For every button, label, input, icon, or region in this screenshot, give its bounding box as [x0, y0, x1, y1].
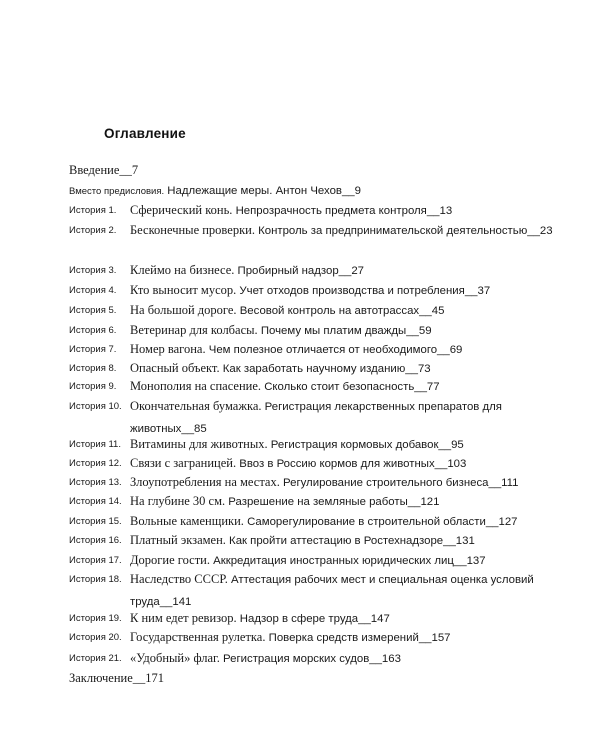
story-subtitle: Надзор в сфере труда__147	[236, 613, 390, 625]
story-subtitle: Почему мы платим дважды__59	[257, 325, 432, 337]
story-subtitle: Саморегулирование в строительной области__127	[243, 516, 518, 528]
story-heading: На глубине 30 см.	[130, 494, 226, 508]
story-number: История 7.	[69, 344, 117, 355]
story-number: История 10.	[69, 401, 122, 412]
story-number: История 2.	[69, 225, 117, 236]
story-number: История 21.	[69, 653, 122, 664]
intro-text: Введение__7	[69, 163, 139, 177]
story-title	[130, 491, 570, 513]
story-subtitle: Регистрация кормовых добавок__95	[267, 439, 464, 451]
foreword-rest: Надлежащие меры. Антон Чехов__9	[164, 185, 361, 197]
story-number: История 6.	[69, 325, 117, 336]
story-subtitle: Аттестация рабочих мест и специальная оценка условий труда__141	[130, 574, 534, 608]
story-subtitle: Разрешение на земляные работы__121	[225, 496, 440, 508]
story-title	[130, 530, 570, 552]
story-title	[130, 376, 570, 398]
story-number: История 1.	[69, 205, 117, 216]
story-heading: К ним едет ревизор.	[130, 611, 237, 625]
story-subtitle: Регистрация лекарственных препаратов для животных__85	[130, 401, 502, 435]
story-heading: Связи с заграницей.	[130, 456, 237, 470]
story-number: История 4.	[69, 285, 117, 296]
story-title	[130, 648, 570, 670]
conclusion-text: Заключение__171	[69, 671, 164, 685]
story-number: История 9.	[69, 381, 117, 392]
story-heading: Сферический конь.	[130, 203, 233, 217]
story-subtitle: Непрозрачность предмета контроля__13	[232, 205, 453, 217]
story-title	[130, 260, 570, 282]
story-number: История 15.	[69, 516, 122, 527]
story-subtitle: Регулирование строительного бизнеса__111	[279, 477, 519, 489]
story-title	[130, 627, 570, 649]
story-heading: Клеймо на бизнесе.	[130, 263, 235, 277]
story-title	[130, 220, 570, 242]
story-number: История 3.	[69, 265, 117, 276]
story-subtitle: Чем полезное отличается от необходимого__69	[205, 344, 463, 356]
story-title	[130, 300, 570, 322]
story-heading: Вольные каменщики.	[130, 514, 244, 528]
story-heading: Дорогие гости.	[130, 553, 210, 567]
foreword-lead: Вместо предисловия.	[69, 186, 165, 197]
story-heading: «Удобный» флаг.	[130, 651, 220, 665]
story-number: История 18.	[69, 574, 122, 585]
story-subtitle: Учет отходов производства и потребления__37	[236, 285, 491, 297]
story-heading: Наследство СССР.	[130, 572, 228, 586]
story-heading: Бесконечные проверки.	[130, 223, 255, 237]
story-number: История 13.	[69, 477, 122, 488]
story-subtitle: Как пройти аттестацию в Ростехнадзоре__131	[225, 535, 475, 547]
story-title	[130, 200, 570, 222]
story-number: История 14.	[69, 496, 122, 507]
story-heading: Злоупотребления на местах.	[130, 475, 280, 489]
story-heading: Окончательная бумажка.	[130, 399, 262, 413]
story-heading: Государственная рулетка.	[130, 630, 266, 644]
story-number: История 8.	[69, 363, 117, 374]
story-heading: Номер вагона.	[130, 342, 206, 356]
story-heading: Платный экзамен.	[130, 533, 226, 547]
story-number: История 20.	[69, 632, 122, 643]
toc-title: Оглавление	[104, 126, 186, 141]
story-number: История 11.	[69, 439, 121, 450]
story-subtitle: Весовой контроль на автотрассах__45	[236, 305, 445, 317]
story-subtitle: Контроль за предпринимательской деятельностью__23	[254, 225, 553, 237]
story-heading: Ветеринар для колбасы.	[130, 323, 258, 337]
story-heading: Опасный объект.	[130, 361, 220, 375]
story-number: История 5.	[69, 305, 117, 316]
story-title	[130, 280, 570, 302]
story-heading: Монополия на спасение.	[130, 379, 262, 393]
story-subtitle: Ввоз в Россию кормов для животных__103	[236, 458, 467, 470]
story-heading: Кто выносит мусор.	[130, 283, 237, 297]
story-subtitle: Как заработать научному изданию__73	[219, 363, 431, 375]
story-title	[130, 396, 570, 439]
story-number: История 17.	[69, 555, 122, 566]
story-number: История 19.	[69, 613, 122, 624]
story-subtitle: Регистрация морских судов__163	[219, 653, 401, 665]
story-number: История 12.	[69, 458, 122, 469]
story-subtitle: Поверка средств измерений__157	[265, 632, 451, 644]
story-heading: Витамины для животных.	[130, 437, 268, 451]
story-heading: На большой дороге.	[130, 303, 237, 317]
story-subtitle: Пробирный надзор__27	[234, 265, 364, 277]
story-subtitle: Сколько стоит безопасность__77	[261, 381, 440, 393]
story-number: История 16.	[69, 535, 122, 546]
story-title	[130, 569, 570, 612]
story-subtitle: Аккредитация иностранных юридических лиц__137	[209, 555, 486, 567]
